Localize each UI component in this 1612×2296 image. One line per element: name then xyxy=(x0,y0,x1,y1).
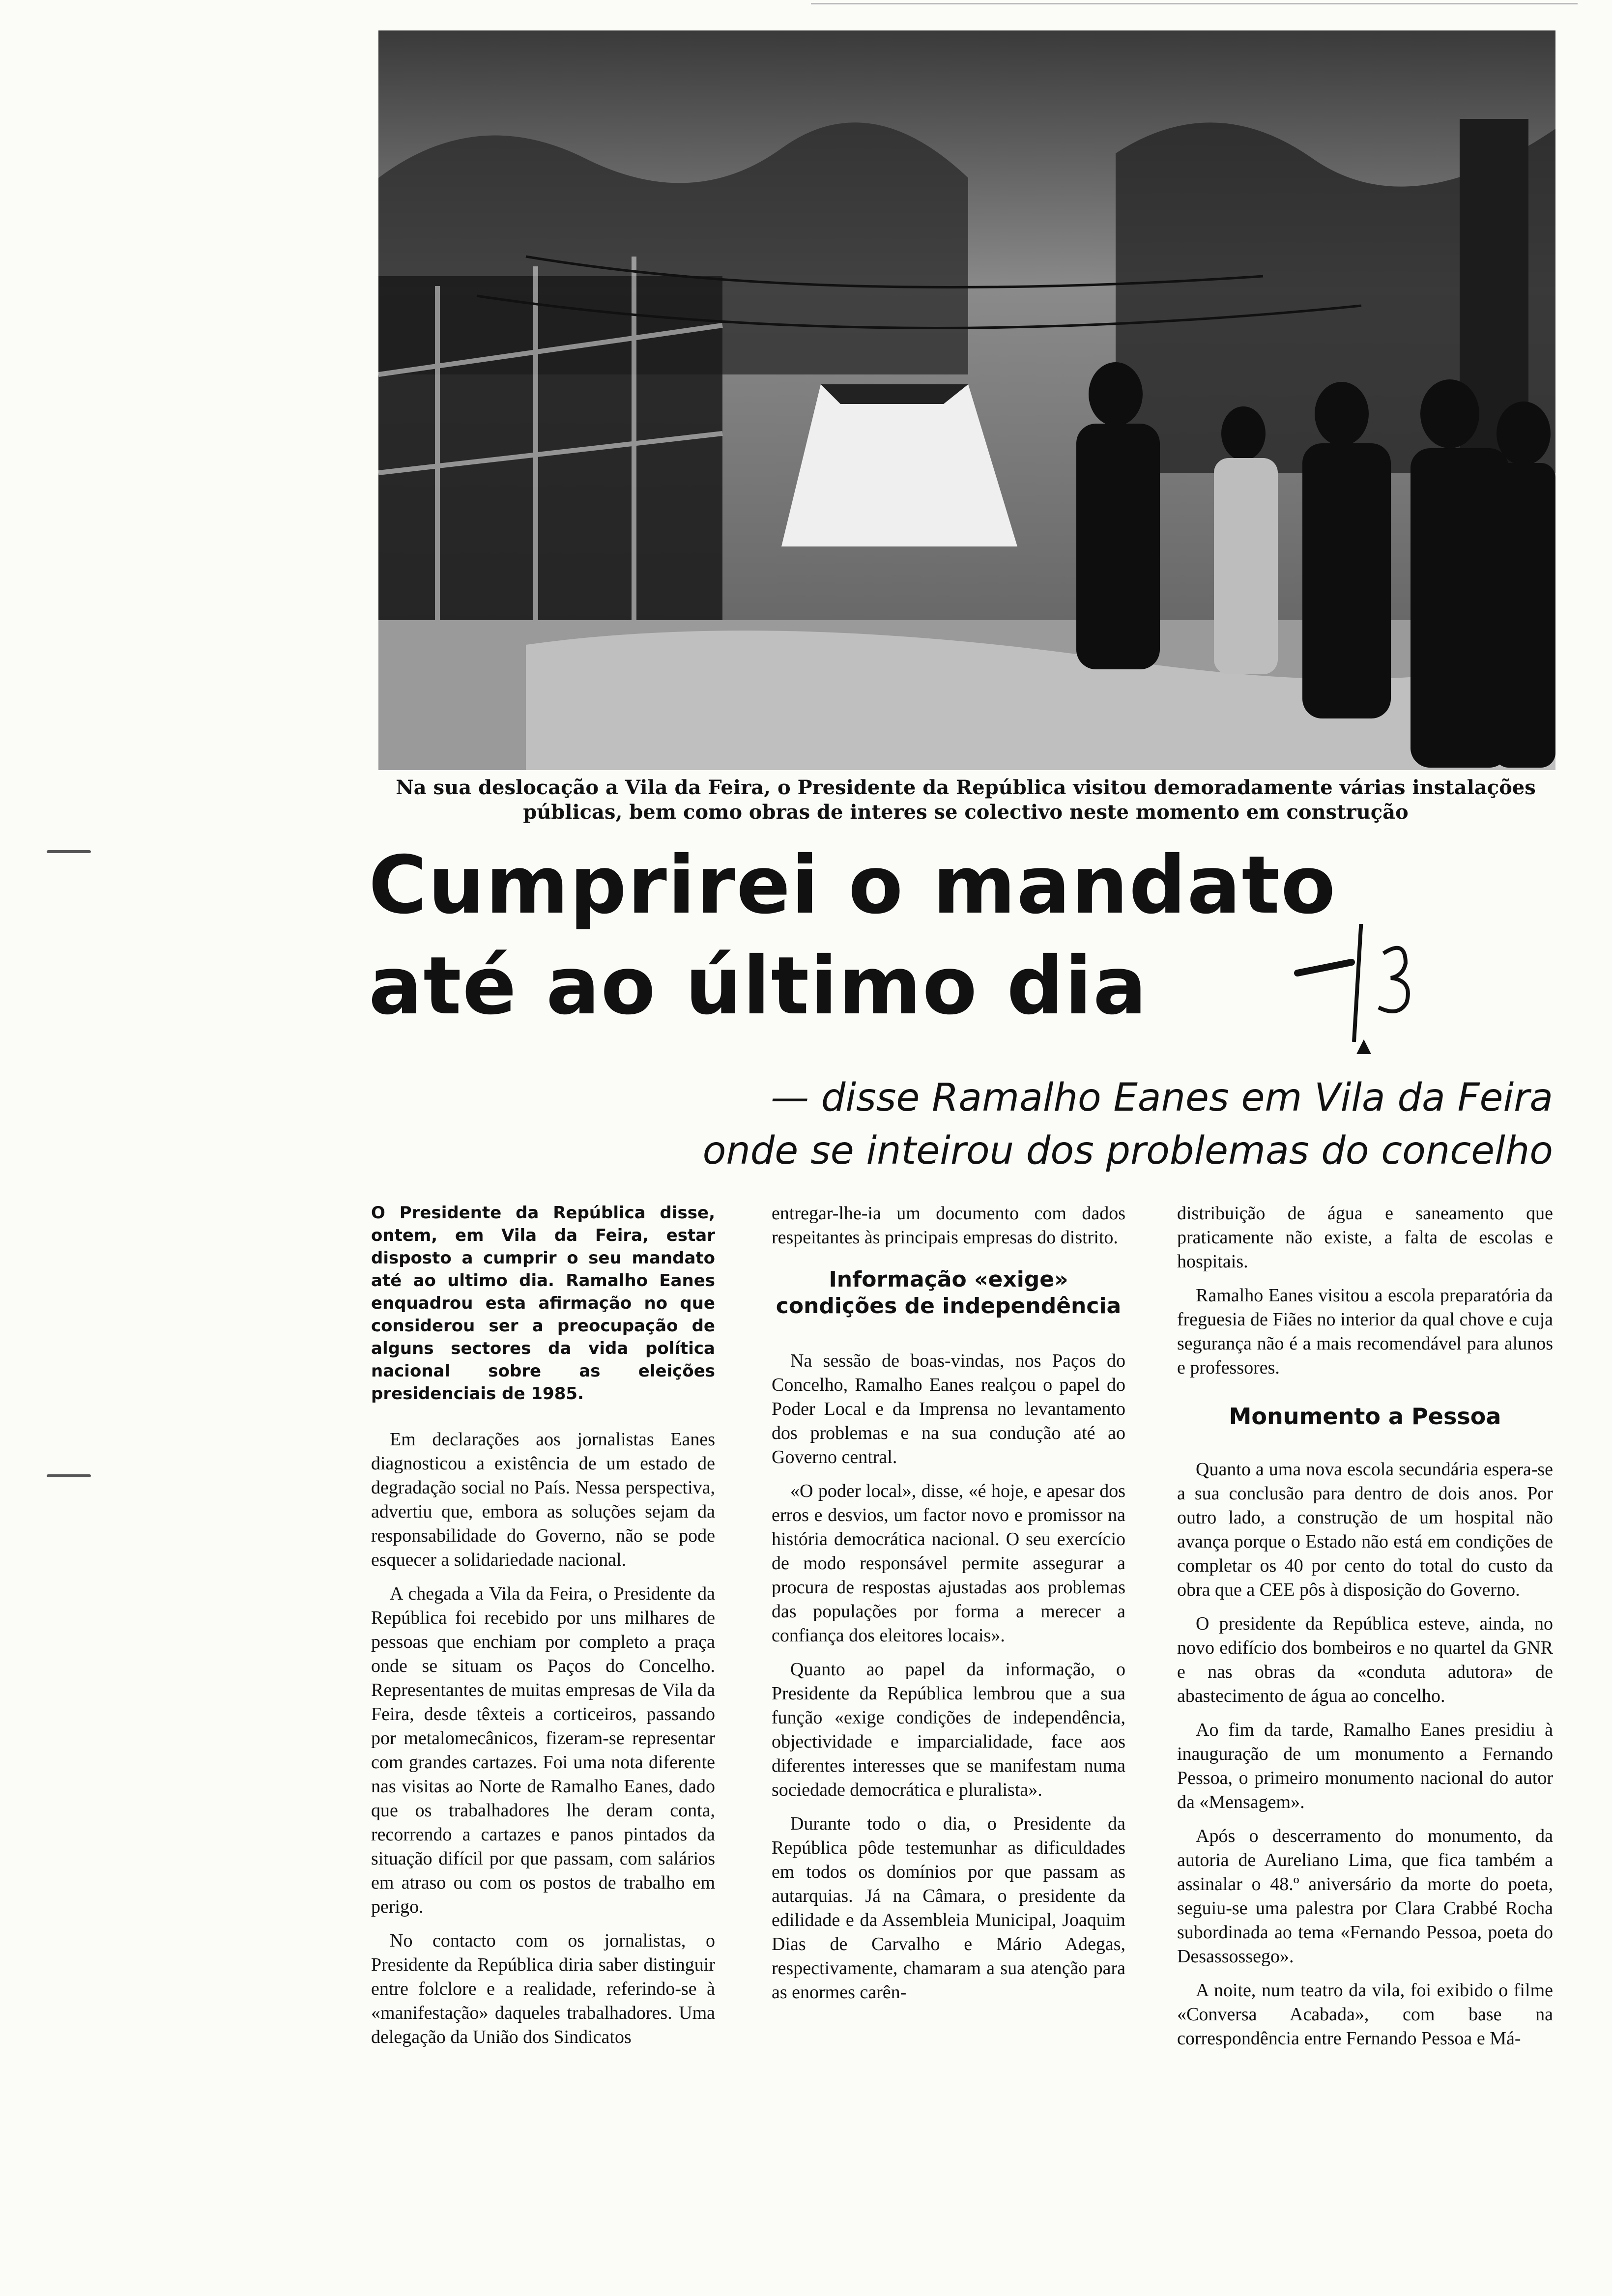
margin-punch-mark xyxy=(47,850,91,853)
paragraph: Quanto ao papel da informação, o Presidente da República lembrou que a sua função «exige condições de independência, objectividade e imparcialidade, face aos diferentes interesses que se manifestam numa sociedade democrática e pluralista». xyxy=(772,1659,1125,1800)
paragraph: Quanto a uma nova escola secundária espera-se a sua conclusão para dentro de dois anos. Por outro lado, a construção de um hospital não avança porque o Estado não está em condições de completar os 40 por cento do total do custo da obra que a CEE pôs à disposição do Governo. xyxy=(1177,1459,1553,1600)
paragraph: entregar-lhe-ia um documento com dados respeitantes às principais empresas do distrito. xyxy=(772,1203,1125,1248)
paragraph: A chegada a Vila da Feira, o Presidente da República foi recebido por uns milhares de pessoas que enchiam por completo a praça onde se situam os Paços do Concelho. Representantes de muitas empresas de Vila da Feira, desde têxteis a corticeiros, passando por metalomecânicos, fizeram-se representar com grandes cartazes. Foi uma nota diferente nas visitas ao Norte de Ramalho Eanes, dado que os trabalhadores lhe deram conta, recorrendo a cartazes e panos pintados da situação difícil por que passam, com salários em atraso ou com os postos de trabalho em perigo. xyxy=(371,1583,715,1917)
paragraph: Ramalho Eanes visitou a escola preparatória da freguesia de Fiães no interior da qual chove e cuja segurança não é a mais recomendável para alunos e professores. xyxy=(1177,1285,1553,1378)
paragraph: No contacto com os jornalistas, o Presidente da República diria saber distinguir entre folclore e a realidade, referindo-se à «manifestação» daqueles trabalhadores. Uma delegação da União dos Sindicatos xyxy=(371,1930,715,2047)
handwritten-annotation xyxy=(1278,924,1455,1071)
article-column-2 xyxy=(772,1202,1125,2014)
paragraph: distribuição de água e saneamento que praticamente não existe, a falta de escolas e hospitais. xyxy=(1177,1203,1553,1272)
headline-line-1: Cumprirei o mandato xyxy=(369,839,1337,932)
photo-illustration xyxy=(378,30,1555,770)
paragraph: «O poder local», disse, «é hoje, e apesar dos erros e desvios, um factor novo e promissor na história democrática nacional. O seu exercício de modo responsável permite assegurar a procura de respostas ajustadas aos problemas das populações por forma a merecer a confiança dos eleitores locais». xyxy=(772,1481,1125,1646)
paragraph: Após o descerramento do monumento, da autoria de Aureliano Lima, que fica também a assinalar o 48.º aniversário da morte do poeta, seguiu-se uma palestra por Clara Crabbé Rocha subordinada ao tema «Fernando Pessoa, poeta do Desassossego». xyxy=(1177,1826,1553,1967)
headline-line-2: até ao último dia xyxy=(369,940,1148,1033)
section-title-information: Informação «exige» condições de independência xyxy=(776,1267,1122,1319)
paragraph: Na sessão de boas-vindas, nos Paços do Concelho, Ramalho Eanes realçou o papel do Poder Local e da Imprensa no levantamento dos problemas e na sua condução até ao Governo central. xyxy=(772,1350,1125,1467)
news-photo xyxy=(378,30,1555,770)
paragraph: O presidente da República esteve, ainda, no novo edifício dos bombeiros e no quartel da GNR e nas obras da «conduta adutora» de abastecimento de água ao concelho. xyxy=(1177,1613,1553,1706)
section-title-monument: Monumento a Pessoa xyxy=(1229,1403,1501,1430)
margin-punch-mark xyxy=(47,1474,91,1477)
paragraph: Ao fim da tarde, Ramalho Eanes presidiu à inauguração de um monumento a Fernando Pessoa, o primeiro monumento nacional do autor da «Mensagem». xyxy=(1177,1720,1553,1812)
subheadline-line-2: onde se inteirou dos problemas do concelho xyxy=(702,1129,1553,1173)
photo-caption: Na sua deslocação a Vila da Feira, o Presidente da República visitou demoradamente várias instalações públicas, bem como obras de interes se colectivo neste momento em construção xyxy=(396,776,1536,824)
article-lead: O Presidente da República disse, ontem, em Vila da Feira, estar disposto a cumprir o seu mandato até ao ultimo dia. Ramalho Eanes enquadrou esta afirmação no que considerou ser a preocupação de alguns sectores da vida política nacional sobre as eleições presidenciais de 1985. xyxy=(371,1203,715,1404)
paragraph: A noite, num teatro da vila, foi exibido o filme «Conversa Acabada», com base na correspondência entre Fernando Pessoa e Má- xyxy=(1177,1980,1553,2049)
subheadline-line-1: — disse Ramalho Eanes em Vila da Feira xyxy=(771,1076,1553,1120)
top-rule xyxy=(811,3,1578,4)
paragraph: Em declarações aos jornalistas Eanes diagnosticou a existência de um estado de degradação social no País. Nessa perspectiva, advertiu que, embora as soluções sejam da responsabilidade do Governo, não se pode esquecer a solidariedade nacional. xyxy=(371,1429,715,1570)
article-column-1 xyxy=(371,1202,715,2059)
article-column-3 xyxy=(1177,1202,1553,2061)
paragraph: Durante todo o dia, o Presidente da República pôde testemunhar as dificuldades em todos os domínios por que passam as autarquias. Já na Câmara, o presidente da edilidade e da Assembleia Municipal, Joaquim Dias de Carvalho e Mário Adegas, respectivamente, chamaram a sua atenção para as enormes carên- xyxy=(772,1813,1125,2003)
subheadline xyxy=(619,1071,1553,1177)
